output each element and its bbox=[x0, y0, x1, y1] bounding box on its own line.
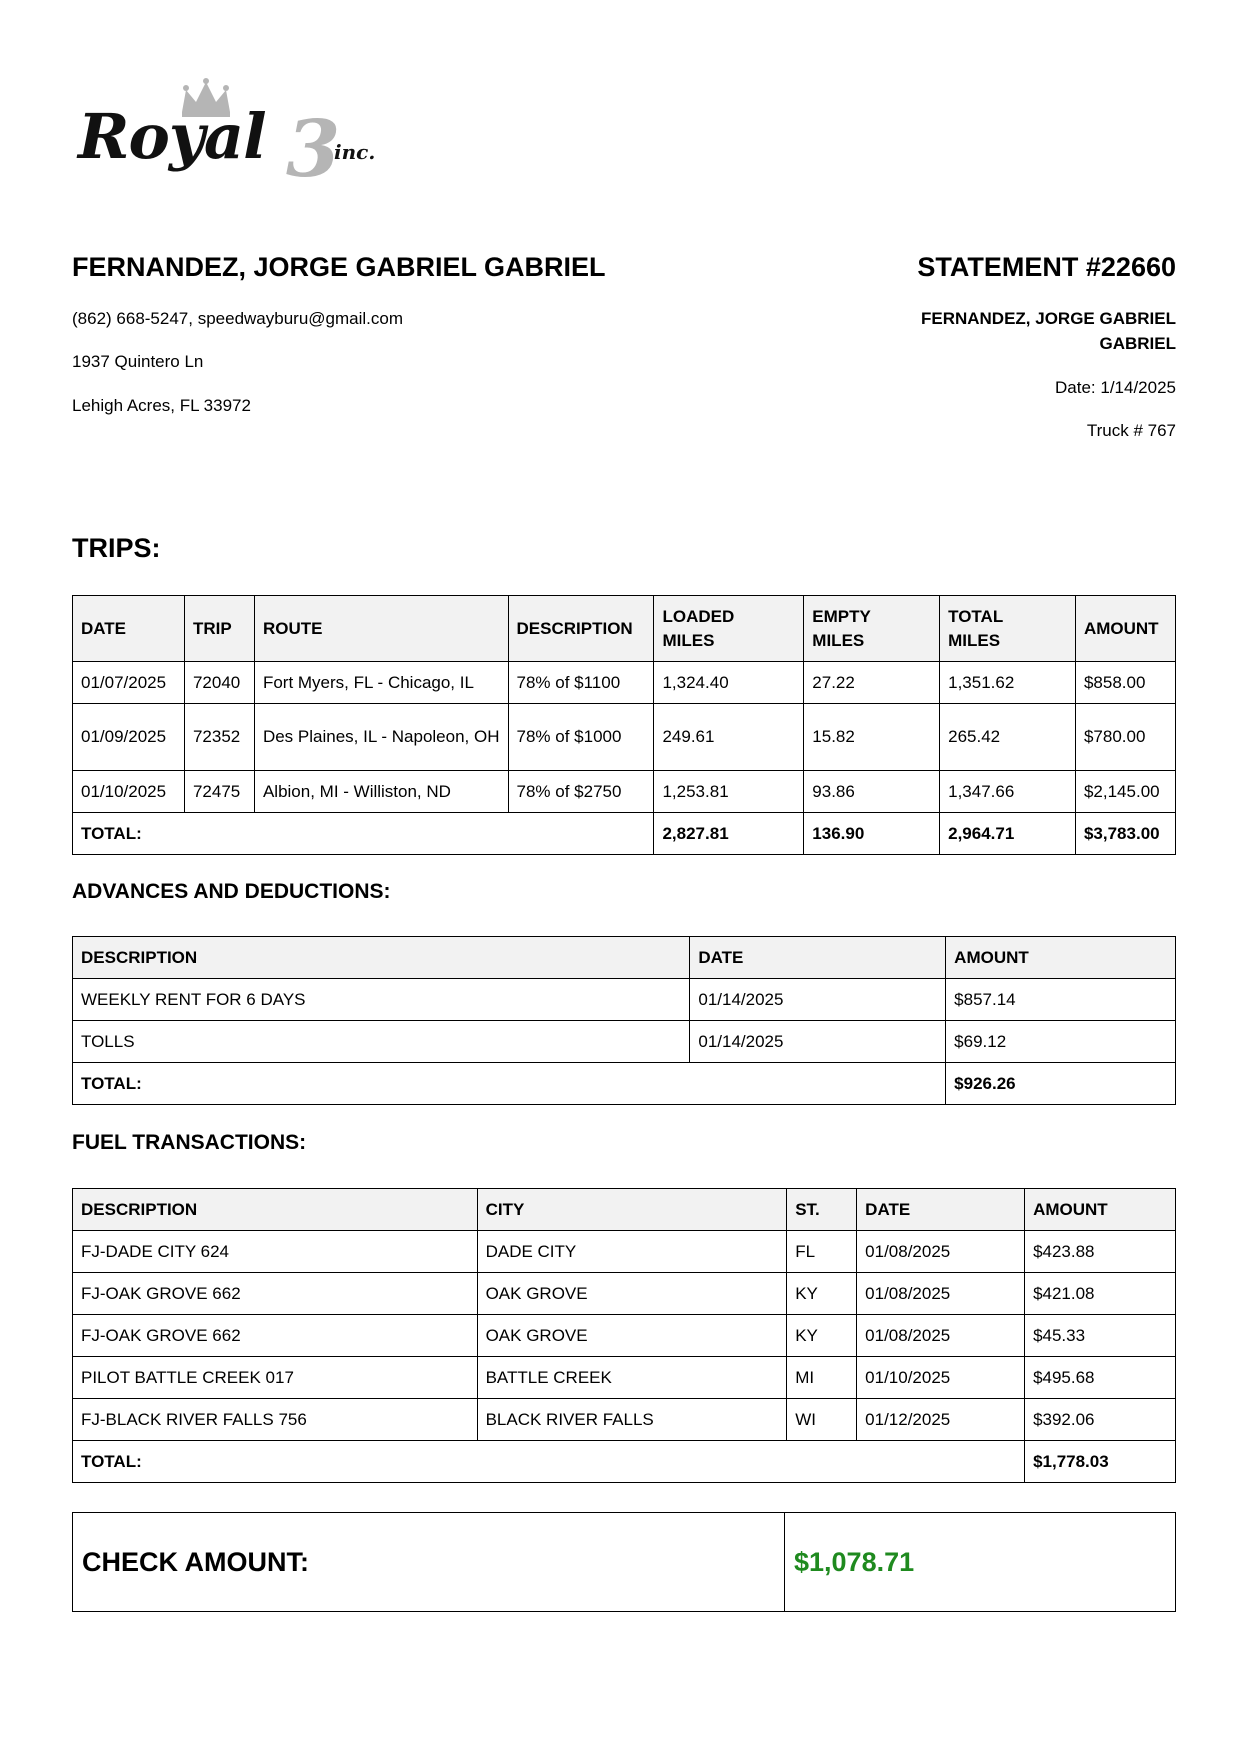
fuel-total-label: TOTAL: bbox=[73, 1441, 1025, 1483]
fuel-description: FJ-OAK GROVE 662 bbox=[73, 1273, 478, 1315]
fuel-amount: $45.33 bbox=[1025, 1315, 1176, 1357]
deduction-date: 01/14/2025 bbox=[690, 1021, 946, 1063]
truck-number: Truck # 767 bbox=[1086, 421, 1176, 440]
table-row bbox=[73, 1231, 1176, 1273]
fuel-header-row bbox=[73, 1189, 1176, 1231]
deductions-total-row bbox=[73, 1063, 1176, 1105]
fuel-city: OAK GROVE bbox=[477, 1273, 787, 1315]
table-row bbox=[73, 1315, 1176, 1357]
trips-total-amount: $3,783.00 bbox=[1075, 813, 1175, 855]
statement-date: Date: 1/14/2025 bbox=[1055, 378, 1176, 397]
fuel-date: 01/10/2025 bbox=[857, 1357, 1025, 1399]
trip-amount: $780.00 bbox=[1075, 704, 1175, 771]
statement-name-line1: FERNANDEZ, JORGE GABRIEL bbox=[920, 309, 1176, 328]
trips-total-miles: 2,964.71 bbox=[940, 813, 1076, 855]
deduction-description: TOLLS bbox=[73, 1021, 690, 1063]
fuel-description: PILOT BATTLE CREEK 017 bbox=[73, 1357, 478, 1399]
driver-name: FERNANDEZ, JORGE GABRIEL GABRIEL bbox=[72, 252, 606, 282]
deductions-header: DESCRIPTION bbox=[73, 937, 690, 979]
fuel-date: 01/08/2025 bbox=[857, 1315, 1025, 1357]
fuel-city: BATTLE CREEK bbox=[477, 1357, 787, 1399]
trip-total-miles: 265.42 bbox=[940, 704, 1076, 771]
trip-route: Albion, MI - Williston, ND bbox=[254, 771, 508, 813]
fuel-header: DESCRIPTION bbox=[73, 1189, 478, 1231]
trip-number: 72040 bbox=[184, 662, 254, 704]
deductions-header: AMOUNT bbox=[946, 937, 1176, 979]
trip-total-miles: 1,351.62 bbox=[940, 662, 1076, 704]
trip-loaded-miles: 1,253.81 bbox=[654, 771, 804, 813]
deductions-header: DATE bbox=[690, 937, 946, 979]
trip-amount: $2,145.00 bbox=[1075, 771, 1175, 813]
trip-number: 72352 bbox=[184, 704, 254, 771]
fuel-title: FUEL TRANSACTIONS: bbox=[72, 1131, 307, 1154]
trips-header: DATE bbox=[73, 596, 185, 662]
fuel-state: WI bbox=[787, 1399, 857, 1441]
trips-total-empty-miles: 136.90 bbox=[804, 813, 940, 855]
fuel-header: DATE bbox=[857, 1189, 1025, 1231]
table-row bbox=[73, 1357, 1176, 1399]
table-row bbox=[73, 704, 1176, 771]
fuel-city: BLACK RIVER FALLS bbox=[477, 1399, 787, 1441]
deductions-header-row bbox=[73, 937, 1176, 979]
trips-header: TOTAL MILES bbox=[940, 596, 1076, 662]
fuel-state: KY bbox=[787, 1315, 857, 1357]
check-amount-label: CHECK AMOUNT: bbox=[73, 1513, 785, 1611]
trips-header: EMPTY MILES bbox=[804, 596, 940, 662]
trip-date: 01/09/2025 bbox=[73, 704, 185, 771]
deductions-title: ADVANCES AND DEDUCTIONS: bbox=[72, 880, 391, 903]
logo-brand-text: Royal bbox=[78, 100, 266, 173]
trips-header: LOADED MILES bbox=[654, 596, 804, 662]
trips-total-row bbox=[73, 813, 1176, 855]
check-amount-box bbox=[72, 1512, 1176, 1612]
fuel-amount: $421.08 bbox=[1025, 1273, 1176, 1315]
trip-date: 01/07/2025 bbox=[73, 662, 185, 704]
driver-address-line1: 1937 Quintero Ln bbox=[72, 352, 204, 371]
deduction-description: WEEKLY RENT FOR 6 DAYS bbox=[73, 979, 690, 1021]
trip-empty-miles: 93.86 bbox=[804, 771, 940, 813]
trip-description: 78% of $1100 bbox=[508, 662, 654, 704]
fuel-city: OAK GROVE bbox=[477, 1315, 787, 1357]
trips-title: TRIPS: bbox=[72, 533, 161, 563]
fuel-total-amount: $1,778.03 bbox=[1025, 1441, 1176, 1483]
fuel-city: DADE CITY bbox=[477, 1231, 787, 1273]
table-row bbox=[73, 979, 1176, 1021]
trip-route: Fort Myers, FL - Chicago, IL bbox=[254, 662, 508, 704]
fuel-total-row bbox=[73, 1441, 1176, 1483]
trip-route: Des Plaines, IL - Napoleon, OH bbox=[254, 704, 508, 771]
deduction-amount: $857.14 bbox=[946, 979, 1176, 1021]
trip-description: 78% of $2750 bbox=[508, 771, 654, 813]
deductions-total-amount: $926.26 bbox=[946, 1063, 1176, 1105]
trip-loaded-miles: 249.61 bbox=[654, 704, 804, 771]
fuel-description: FJ-DADE CITY 624 bbox=[73, 1231, 478, 1273]
check-amount-value: $1,078.71 bbox=[794, 1546, 915, 1577]
trip-loaded-miles: 1,324.40 bbox=[654, 662, 804, 704]
fuel-amount: $495.68 bbox=[1025, 1357, 1176, 1399]
logo-numeral: 3 bbox=[286, 104, 341, 195]
driver-contact: (862) 668-5247, speedwayburu@gmail.com bbox=[72, 309, 403, 328]
trips-header: TRIP bbox=[184, 596, 254, 662]
fuel-header: ST. bbox=[787, 1189, 857, 1231]
trips-header: AMOUNT bbox=[1075, 596, 1175, 662]
trip-empty-miles: 15.82 bbox=[804, 704, 940, 771]
trip-date: 01/10/2025 bbox=[73, 771, 185, 813]
trip-amount: $858.00 bbox=[1075, 662, 1175, 704]
fuel-date: 01/12/2025 bbox=[857, 1399, 1025, 1441]
trips-table bbox=[72, 595, 1176, 855]
deductions-table bbox=[72, 936, 1176, 1105]
table-row bbox=[73, 771, 1176, 813]
fuel-amount: $423.88 bbox=[1025, 1231, 1176, 1273]
trip-number: 72475 bbox=[184, 771, 254, 813]
trip-description: 78% of $1000 bbox=[508, 704, 654, 771]
trips-header: DESCRIPTION bbox=[508, 596, 654, 662]
fuel-date: 01/08/2025 bbox=[857, 1231, 1025, 1273]
trips-header: ROUTE bbox=[254, 596, 508, 662]
trips-total-label: TOTAL: bbox=[73, 813, 654, 855]
table-row bbox=[73, 1021, 1176, 1063]
company-logo bbox=[78, 78, 398, 198]
fuel-state: MI bbox=[787, 1357, 857, 1399]
deduction-date: 01/14/2025 bbox=[690, 979, 946, 1021]
fuel-state: FL bbox=[787, 1231, 857, 1273]
fuel-date: 01/08/2025 bbox=[857, 1273, 1025, 1315]
table-row bbox=[73, 662, 1176, 704]
deduction-amount: $69.12 bbox=[946, 1021, 1176, 1063]
logo-suffix: inc. bbox=[334, 140, 376, 164]
trip-total-miles: 1,347.66 bbox=[940, 771, 1076, 813]
fuel-amount: $392.06 bbox=[1025, 1399, 1176, 1441]
table-row bbox=[73, 1273, 1176, 1315]
fuel-description: FJ-BLACK RIVER FALLS 756 bbox=[73, 1399, 478, 1441]
driver-address-line2: Lehigh Acres, FL 33972 bbox=[72, 396, 251, 415]
statement-name-line2: GABRIEL bbox=[1099, 334, 1176, 353]
statement-number: STATEMENT #22660 bbox=[917, 252, 1176, 282]
trips-header-row bbox=[73, 596, 1176, 662]
trip-empty-miles: 27.22 bbox=[804, 662, 940, 704]
fuel-state: KY bbox=[787, 1273, 857, 1315]
fuel-description: FJ-OAK GROVE 662 bbox=[73, 1315, 478, 1357]
table-row bbox=[73, 1399, 1176, 1441]
fuel-header: CITY bbox=[477, 1189, 787, 1231]
fuel-table bbox=[72, 1188, 1176, 1483]
trips-total-loaded-miles: 2,827.81 bbox=[654, 813, 804, 855]
fuel-header: AMOUNT bbox=[1025, 1189, 1176, 1231]
deductions-total-label: TOTAL: bbox=[73, 1063, 946, 1105]
